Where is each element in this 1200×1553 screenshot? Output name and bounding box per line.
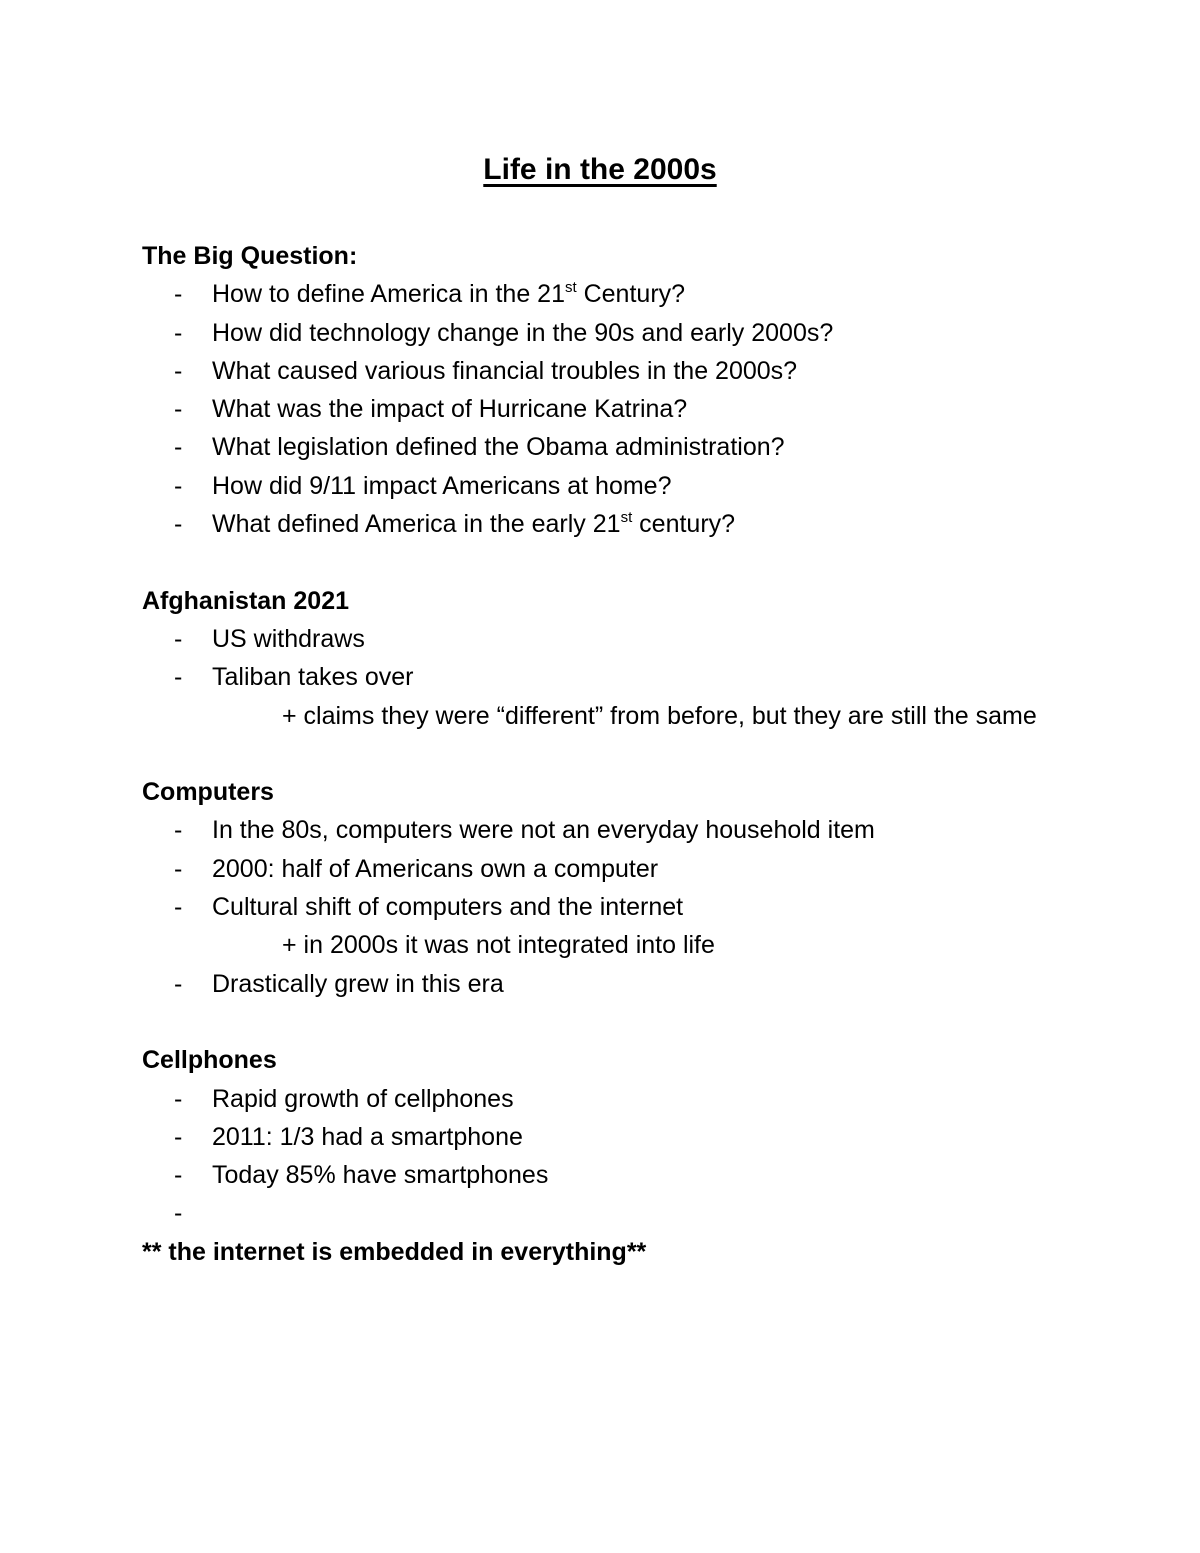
computers-list [142,811,1102,926]
list-item [142,390,1102,428]
big-question-list [142,275,1102,543]
list-item-text: How did 9/11 impact Americans at home? [212,471,672,500]
bullet-dash: - [174,1199,183,1228]
bullet-dash: - [174,663,183,692]
bullet-dash: - [174,893,183,922]
bullet-dash: - [174,624,183,653]
list-item [142,811,1102,849]
list-item-text: In the 80s, computers were not an everyday household item [212,816,875,845]
section-heading-computers: Computers [142,778,274,807]
bullet-dash: - [174,969,183,998]
closing-note: ** the internet is embedded in everything** [142,1237,647,1266]
list-item-text: Drastically grew in this era [212,969,504,998]
spacer [142,735,1102,773]
afghanistan-list [142,620,1102,697]
section-heading-afghanistan: Afghanistan 2021 [142,586,350,615]
list-item-text: Today 85% have smartphones [212,1161,549,1190]
list-item-text: Cultural shift of computers and the internet [212,893,684,922]
list-item [142,467,1102,505]
list-item-text: How did technology change in the 90s and early 2000s? [212,318,834,347]
list-item [142,1118,1102,1156]
bullet-dash: - [174,471,183,500]
bullet-dash: - [174,1161,183,1190]
bullet-dash: - [174,318,183,347]
list-item [142,275,1102,313]
spacer [142,543,1102,581]
list-item-text: What defined America in the early 21st century? [212,509,736,539]
bullet-dash: - [174,1084,183,1113]
list-item [142,505,1102,543]
bullet-dash: - [174,854,183,883]
list-item-empty [142,1194,1102,1232]
list-item [142,1080,1102,1118]
list-item [142,1156,1102,1194]
list-item-text: What was the impact of Hurricane Katrina? [212,395,688,424]
computers-list-continued [142,965,1102,1003]
list-item-text: What caused various financial troubles in the 2000s? [212,356,798,385]
bullet-dash: - [174,433,183,462]
list-item-text: Taliban takes over [212,663,414,692]
list-item-text: 2000: half of Americans own a computer [212,854,659,883]
list-item [142,428,1102,466]
list-item-text: Rapid growth of cellphones [212,1084,514,1113]
superscript: st [564,279,577,297]
list-item-text: What legislation defined the Obama administration? [212,433,785,462]
superscript: st [620,509,633,527]
list-item [142,658,1102,696]
list-item-text: 2011: 1/3 had a smartphone [212,1122,523,1151]
bullet-dash: - [174,356,183,385]
bullet-dash: - [174,395,183,424]
sub-note: + claims they were “different” from before, but they are still the same [282,701,1037,730]
spacer [142,1003,1102,1041]
list-item [142,620,1102,658]
bullet-dash: - [174,1122,183,1151]
sub-note: + in 2000s it was not integrated into life [282,931,715,960]
list-item [142,352,1102,390]
bullet-dash: - [174,816,183,845]
document-body [142,237,1102,1271]
list-item [142,314,1102,352]
bullet-dash: - [174,510,183,539]
cellphones-list [142,1080,1102,1233]
list-item [142,965,1102,1003]
document-title: Life in the 2000s [483,153,717,186]
section-heading-cellphones: Cellphones [142,1046,277,1075]
list-item [142,850,1102,888]
list-item-text: US withdraws [212,624,365,653]
section-heading-big-question: The Big Question: [142,242,358,270]
bullet-dash: - [174,280,183,309]
list-item [142,888,1102,926]
list-item-text: How to define America in the 21st Century? [212,279,686,309]
